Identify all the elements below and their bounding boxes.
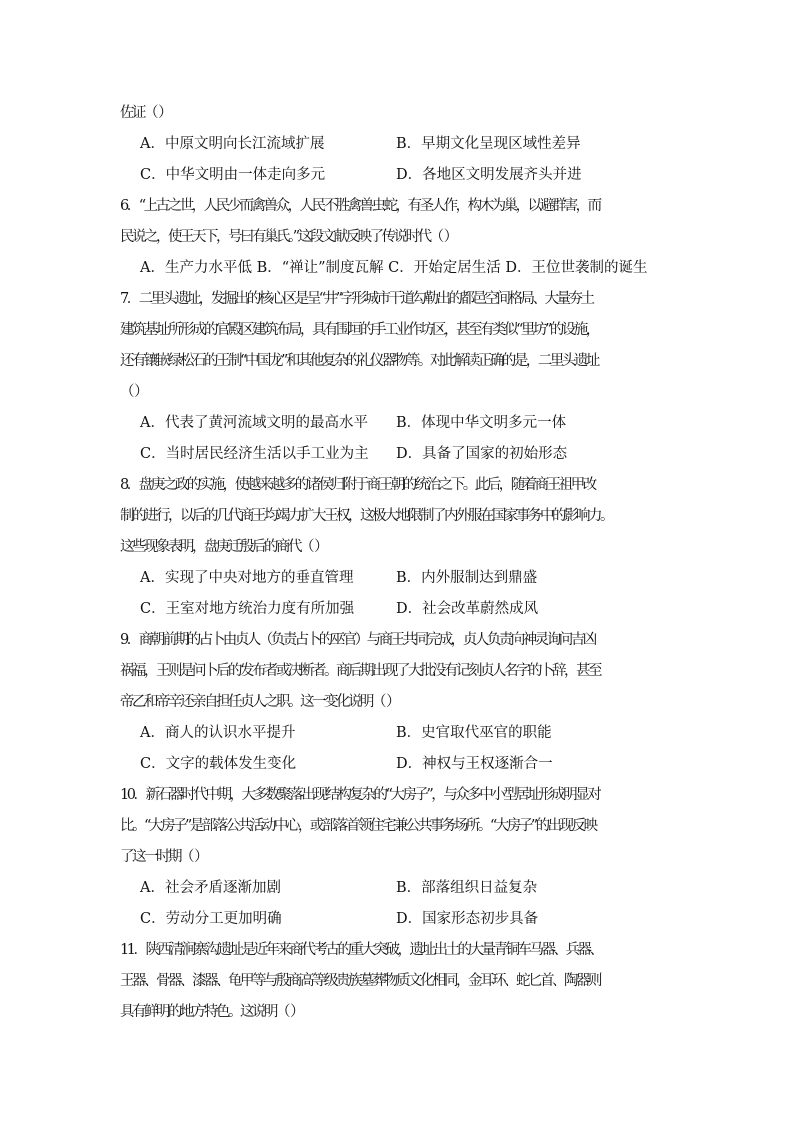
q7-stem-line-1: 7．二里头遗址，发掘出的核心区是呈“井”字形城市干道勾勒出的都邑空间格局、大量夯土 [120, 291, 593, 307]
q8-stem-line-2: 制的进行，以后的几代商王均竭力扩大王权，这极大地限制了内外服在国家事务中的影响力。 [120, 508, 612, 524]
q9-option-b: B．史官取代巫官的职能 [396, 725, 552, 741]
q10-stem-line-2: 比。“大房子”是部落公共活动中心，或部落首领住宅兼公共事务场所。“大房子”的出现反映 [120, 818, 596, 834]
q8-stem-line-3: 这些现象表明，盘庚迁殷后的商代（ ） [120, 539, 327, 555]
q9-stem-line-3: 帝乙和帝辛还亲自担任贞人之职。这一变化说明（ ） [120, 694, 399, 710]
q5-option-b: B．早期文化呈现区域性差异 [396, 136, 581, 152]
q8-stem-line-1: 8．盘庚之政的实施，使越来越多的诸侯归附于商王朝的统治之下。此后，随着商王祖甲改 [120, 477, 595, 493]
q6-options: A．生产力水平低 B．“禅让”制度瓦解 C．开始定居生活 D．王位世袭制的诞生 [140, 260, 648, 276]
q5-stem-tail: 佐证（ ） [120, 105, 171, 121]
q9-stem-line-2: 祸福，王则是问卜后的发布者或决断者。商后期出现了大批没有记刻贞人名字的卜辞，甚至 [120, 663, 600, 679]
q8-option-d: D．社会改革蔚然成风 [396, 601, 539, 617]
q10-option-a: A．社会矛盾逐渐加剧 [140, 880, 281, 896]
q7-option-a: A．代表了黄河流域文明的最高水平 [140, 415, 368, 431]
q6-stem-line-2: 民说之，使王天下，号曰有巢氏。”这段文献反映了传说时代（ ） [120, 229, 456, 245]
q11-stem-line-3: 具有鲜明的地方特色。这说明（ ） [120, 1004, 303, 1020]
q5-option-a: A．中原文明向长江流域扩展 [140, 136, 325, 152]
q8-option-a: A．实现了中央对地方的垂直管理 [140, 570, 354, 586]
q11-stem-line-2: 王器、骨器、漆器、龟甲等与殷商高等级贵族墓葬物质文化相同，金耳环、蛇匕首、陶器则 [120, 973, 600, 989]
q9-stem-line-1: 9．商朝前期的占卜由贞人（负责占卜的巫官）与商王共同完成，贞人负责向神灵询问吉凶 [120, 632, 595, 648]
q7-option-d: D．具备了国家的初始形态 [396, 446, 568, 462]
q7-stem-line-3: 还有镶嵌绿松石的王制“中国龙”和其他复杂的礼仪器物等。对此解读正确的是，二里头遗址 [120, 353, 598, 369]
q10-stem-line-1: 10．新石器时代中期，大多数聚落出现结构复杂的“大房子”，与众多中小型居址形成明显对 [120, 787, 600, 803]
q7-stem-line-4: （ ） [120, 384, 147, 400]
q8-option-c: C．王室对地方统治力度有所加强 [140, 601, 355, 617]
q10-option-d: D．国家形态初步具备 [396, 911, 539, 927]
q10-option-b: B．部落组织日益复杂 [396, 880, 538, 896]
q5-option-d: D．各地区文明发展齐头并进 [396, 167, 582, 183]
q5-option-c: C．中华文明由一体走向多元 [140, 167, 326, 183]
q10-stem-line-3: 了这一时期（ ） [120, 849, 207, 865]
q7-stem-line-2: 建筑基址所形成的官殿区建筑布局，具有围垣的手工业作坊区，甚至有类似“里坊”的设施， [120, 322, 598, 338]
q11-stem-line-1: 11．陕西清涧寨沟遗址是近年来商代考古的重大突破，遗址出土的大量青铜车马器、兵器、 [120, 942, 602, 958]
q9-option-a: A．商人的认识水平提升 [140, 725, 296, 741]
q9-option-c: C．文字的载体发生变化 [140, 756, 297, 772]
q8-option-b: B．内外服制达到鼎盛 [396, 570, 538, 586]
q7-option-c: C．当时居民经济生活以手工业为主 [140, 446, 369, 462]
q6-stem-line-1: 6．“上古之世，人民少而禽兽众，人民不胜禽兽虫蛇，有圣人作，构木为巢，以避群害，而 [120, 198, 600, 214]
q7-option-b: B．体现中华文明多元一体 [396, 415, 567, 431]
q10-option-c: C．劳动分工更加明确 [140, 911, 282, 927]
q9-option-d: D．神权与王权逐渐合一 [396, 756, 553, 772]
